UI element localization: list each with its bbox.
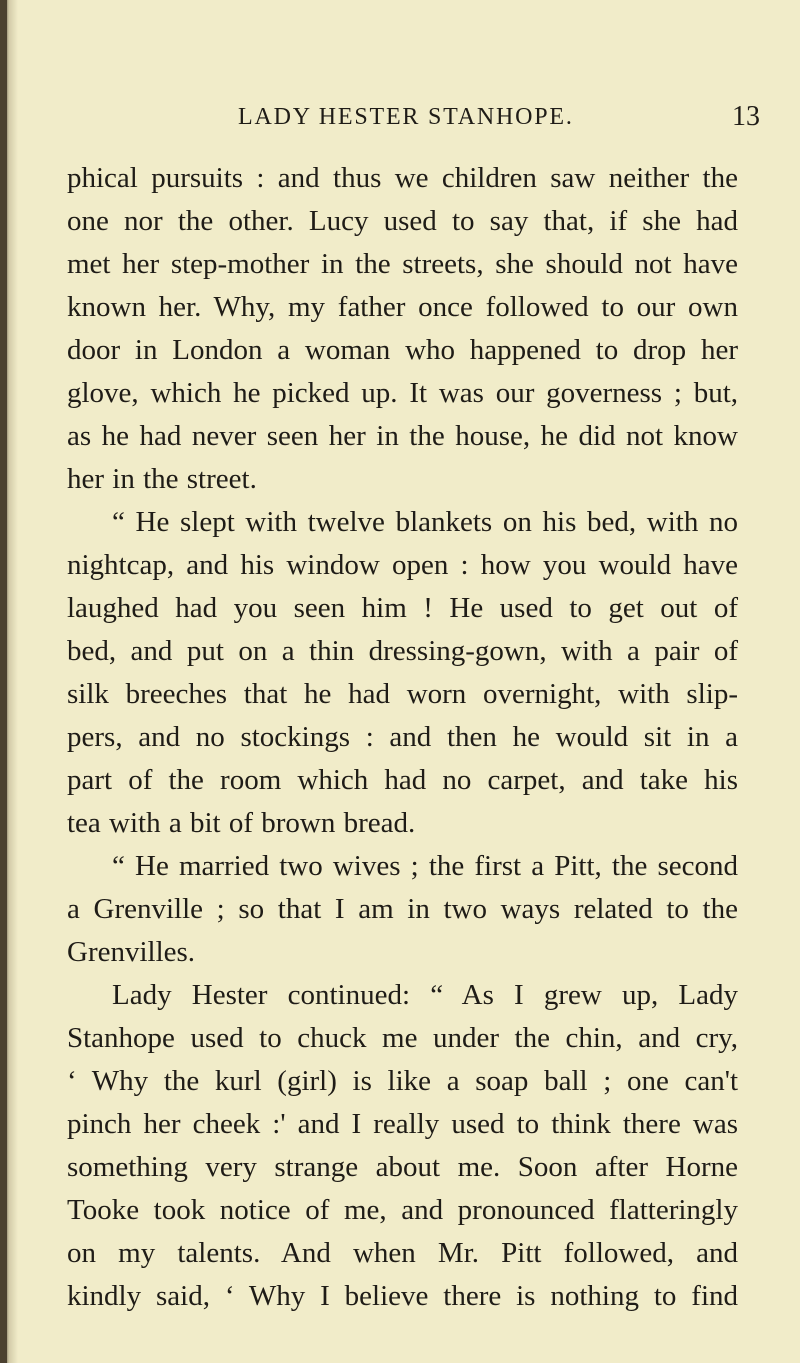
text-line: known her. Why, my father once followed to our own: [67, 291, 738, 323]
text-line: kindly said, ‘ Why I believe there is nothing to find: [67, 1280, 738, 1312]
text-line: glove, which he picked up. It was our governess ; but,: [67, 377, 738, 409]
text-line: pers, and no stockings : and then he would sit in a: [67, 721, 738, 753]
text-line: her in the street.: [67, 463, 257, 495]
text-line: something very strange about me. Soon after Horne: [67, 1151, 738, 1183]
page-header: [0, 92, 800, 142]
text-line: door in London a woman who happened to drop her: [67, 334, 738, 366]
text-line: bed, and put on a thin dressing-gown, with a pair of: [67, 635, 738, 667]
text-line: as he had never seen her in the house, he did not know: [67, 420, 738, 452]
text-line: ‘ Why the kurl (girl) is like a soap ball ; one can't: [67, 1065, 738, 1097]
text-line: on my talents. And when Mr. Pitt followed, and: [67, 1237, 738, 1269]
running-title: LADY HESTER STANHOPE.: [238, 104, 574, 130]
text-line: nightcap, and his window open : how you would have: [67, 549, 738, 581]
text-line: pinch her cheek :' and I really used to think there was: [67, 1108, 738, 1140]
text-line: met her step-mother in the streets, she should not have: [67, 248, 738, 280]
text-line: tea with a bit of brown bread.: [67, 807, 416, 839]
page-number: 13: [732, 101, 760, 132]
body-text: [0, 156, 800, 1336]
text-line: silk breeches that he had worn overnight, with slip-: [67, 678, 738, 710]
text-line: Stanhope used to chuck me under the chin, and cry,: [67, 1022, 738, 1054]
text-line: “ He married two wives ; the first a Pitt, the second: [112, 850, 738, 882]
text-line: Tooke took notice of me, and pronounced flatteringly: [67, 1194, 738, 1226]
text-line: a Grenville ; so that I am in two ways related to the: [67, 893, 738, 925]
text-line: one nor the other. Lucy used to say that, if she had: [67, 205, 738, 237]
text-line: laughed had you seen him ! He used to get out of: [67, 592, 738, 624]
text-line: part of the room which had no carpet, and take his: [67, 764, 738, 796]
text-line: Lady Hester continued: “ As I grew up, Lady: [112, 979, 738, 1011]
text-line: Grenvilles.: [67, 936, 196, 968]
text-line: phical pursuits : and thus we children saw neither the: [67, 162, 738, 194]
text-line: “ He slept with twelve blankets on his bed, with no: [112, 506, 738, 538]
